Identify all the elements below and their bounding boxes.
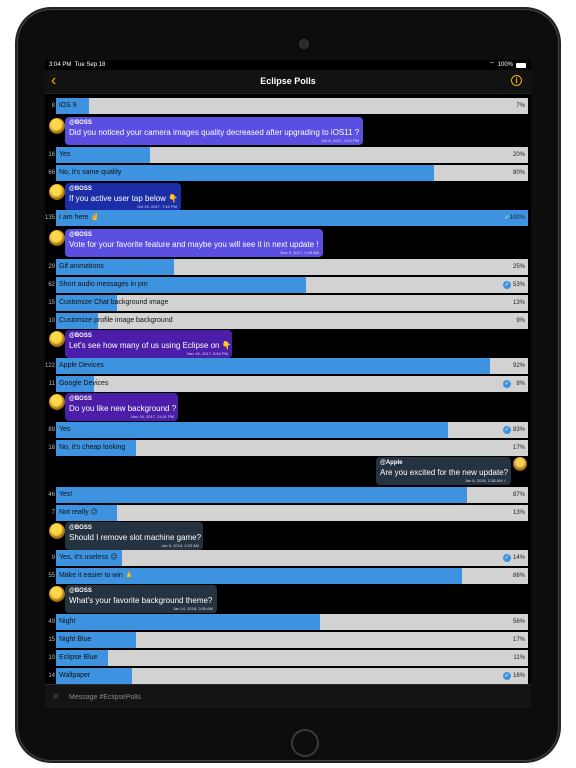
poll-bar-track xyxy=(56,668,528,684)
poll-option[interactable] xyxy=(45,165,531,181)
poll-option-label: Make it easier to win 🙏 xyxy=(59,572,134,579)
vote-count: 16 xyxy=(48,152,55,158)
poll-bar-track xyxy=(56,313,528,329)
poll-bar-track xyxy=(56,147,528,163)
poll-option-label: Yes xyxy=(59,151,71,158)
poll-option[interactable] xyxy=(45,668,531,684)
poll-bar-fill xyxy=(56,210,528,226)
front-camera xyxy=(300,40,308,48)
message-text: Vote for your favorite feature and maybe you will see it in next update ! xyxy=(69,240,319,249)
checkmark-icon: ✓ xyxy=(504,427,510,433)
poll-bar-track xyxy=(56,210,528,226)
poll-bar-track xyxy=(56,422,528,438)
poll-bar-fill xyxy=(56,614,320,630)
poll-option-label: Short audio messages in pm xyxy=(59,281,148,288)
avatar[interactable] xyxy=(49,331,65,347)
poll-bar-track xyxy=(56,259,528,275)
vote-count: 10 xyxy=(48,655,55,661)
message-bubble-outgoing[interactable] xyxy=(376,457,511,485)
poll-bar-track xyxy=(56,376,528,392)
poll-bar-fill xyxy=(56,422,448,438)
status-time: 3:04 PM xyxy=(49,62,72,68)
poll-bar-track xyxy=(56,165,528,181)
checkmark-icon: ✓ xyxy=(504,555,510,561)
poll-option[interactable] xyxy=(45,295,531,311)
poll-bar-fill xyxy=(56,358,490,374)
message-input-bar xyxy=(45,684,531,708)
message-sender[interactable]: @Apple xyxy=(380,460,403,466)
message-sender[interactable]: @BOSS xyxy=(69,120,92,126)
message-text: Did you noticed your camera images quality decreased after upgrading to iOS11 ? xyxy=(69,128,360,137)
poll-bar-track xyxy=(56,614,528,630)
poll-percent: 53% xyxy=(512,282,525,288)
message-sender[interactable]: @BOSS xyxy=(69,525,92,531)
info-icon[interactable]: i xyxy=(511,75,522,86)
poll-option[interactable] xyxy=(45,505,531,521)
avatar[interactable] xyxy=(49,118,65,134)
poll-percent: 17% xyxy=(512,637,525,643)
vote-count: 46 xyxy=(48,492,55,498)
message-sender[interactable]: @BOSS xyxy=(69,232,92,238)
app-screen xyxy=(45,60,531,708)
poll-option-label: Customize profile image background xyxy=(59,317,173,324)
poll-option-label: Gif animations xyxy=(59,263,104,270)
poll-bar-fill xyxy=(56,487,467,503)
message-sender[interactable]: @BOSS xyxy=(69,396,92,402)
poll-option[interactable] xyxy=(45,98,531,114)
poll-option-label: Night xyxy=(59,618,76,625)
status-bar xyxy=(45,60,531,70)
message-timestamp: Nov 5, 2017, 2:45 AM xyxy=(280,250,319,255)
poll-bar-track xyxy=(56,505,528,521)
vote-count: 7 xyxy=(51,510,55,516)
poll-option[interactable] xyxy=(45,277,531,293)
message-feed[interactable] xyxy=(45,94,531,684)
poll-percent: 86% xyxy=(512,573,525,579)
message-timestamp: Jan 14, 2018, 3:05 AM xyxy=(172,606,213,611)
status-time-date xyxy=(49,60,105,70)
message-text: Are you excited for the new update? xyxy=(380,468,509,477)
poll-option[interactable] xyxy=(45,614,531,630)
avatar[interactable] xyxy=(49,394,65,410)
poll-bar-track xyxy=(56,277,528,293)
vote-count: 10 xyxy=(48,318,55,324)
nav-bar xyxy=(45,70,531,94)
poll-bar-track xyxy=(56,98,528,114)
vote-count: 15 xyxy=(48,300,55,306)
message-bubble[interactable] xyxy=(65,585,217,613)
poll-option[interactable] xyxy=(45,376,531,392)
poll-percent: 25% xyxy=(512,264,525,270)
message-timestamp: Oct 19, 2017, 7:42 PM xyxy=(136,204,177,209)
page-title: Eclipse Polls xyxy=(260,76,316,86)
poll-percent: 14% xyxy=(512,555,525,561)
poll-option[interactable] xyxy=(45,422,531,438)
battery-icon xyxy=(516,63,526,68)
avatar[interactable] xyxy=(513,457,527,471)
vote-count: 62 xyxy=(48,282,55,288)
poll-option-label: Yes, it's useless 😑 xyxy=(59,554,118,561)
poll-percent: 87% xyxy=(512,492,525,498)
message-text: What's your favorite background theme? xyxy=(69,596,213,605)
poll-percent: 16% xyxy=(512,673,525,679)
poll-percent: 13% xyxy=(512,510,525,516)
vote-count: 11 xyxy=(48,381,55,387)
poll-percent: 100% xyxy=(509,215,525,221)
message-bubble[interactable] xyxy=(65,183,181,211)
poll-option-label: I am here ✌️ xyxy=(59,214,100,221)
poll-bar-track xyxy=(56,550,528,566)
poll-percent: 17% xyxy=(512,445,525,451)
poll-option-label: No, it's cheap looking xyxy=(59,444,126,451)
checkmark-icon: ✓ xyxy=(504,381,510,387)
message-timestamp: Nov 16, 2017, 8:54 PM xyxy=(187,351,228,356)
status-date: Tue Sep 18 xyxy=(74,62,106,68)
poll-percent: 7% xyxy=(516,103,525,109)
vote-count: 122 xyxy=(45,363,56,369)
message-timestamp: Oct 6, 2017, 4:02 PM xyxy=(321,138,359,143)
poll-percent: 9% xyxy=(516,318,525,324)
poll-percent: 8% xyxy=(516,381,525,387)
vote-count: 135 xyxy=(45,215,56,221)
message-text: If you active user tap below 👇 xyxy=(69,194,179,203)
poll-percent: 11% xyxy=(513,655,525,661)
vote-count: 66 xyxy=(48,170,55,176)
message-timestamp: Jan 5, 2018, 2:38 AM ✓ xyxy=(464,478,507,483)
message-bubble[interactable] xyxy=(65,330,232,358)
poll-bar-track xyxy=(56,487,528,503)
avatar[interactable] xyxy=(49,184,65,200)
vote-count: 55 xyxy=(48,573,55,579)
poll-option[interactable] xyxy=(45,487,531,503)
message-text: Do you like new background ? xyxy=(69,404,177,413)
poll-option-label: Customize Chat background image xyxy=(59,299,169,306)
poll-percent: 13% xyxy=(512,300,525,306)
message-sender[interactable]: @BOSS xyxy=(69,333,92,339)
message-bubble[interactable] xyxy=(65,117,363,145)
avatar[interactable] xyxy=(49,230,65,246)
poll-bar-track xyxy=(56,295,528,311)
message-bubble[interactable] xyxy=(65,229,323,257)
poll-bar-track xyxy=(56,358,528,374)
message-bubble[interactable] xyxy=(65,522,203,550)
checkmark-icon: ✓ xyxy=(504,282,510,288)
poll-option[interactable] xyxy=(45,568,531,584)
vote-count: 15 xyxy=(48,637,55,643)
poll-option-label: Google Devices xyxy=(59,380,109,387)
poll-option[interactable] xyxy=(45,358,531,374)
message-text: Should I remove slot machine game? xyxy=(69,533,202,542)
poll-option-label: Wallpaper xyxy=(59,672,91,679)
home-button[interactable] xyxy=(291,729,319,757)
poll-percent: 20% xyxy=(512,152,525,158)
vote-count: 14 xyxy=(48,673,55,679)
poll-percent: 80% xyxy=(512,170,525,176)
avatar[interactable] xyxy=(49,586,65,602)
poll-option[interactable] xyxy=(45,440,531,456)
poll-option[interactable] xyxy=(45,632,531,648)
poll-option-label: Yes xyxy=(59,426,71,433)
poll-option[interactable] xyxy=(45,650,531,666)
status-right xyxy=(489,60,526,70)
poll-option-label: Eclipse Blue xyxy=(59,654,98,661)
poll-bar-track xyxy=(56,632,528,648)
message-timestamp: Nov 16, 2017, 11:51 PM xyxy=(131,414,174,419)
message-sender[interactable]: @BOSS xyxy=(69,588,92,594)
poll-option-label: Not really 😕 xyxy=(59,509,98,516)
vote-count: 9 xyxy=(51,555,55,561)
vote-count: 18 xyxy=(48,445,55,451)
vote-count: 8 xyxy=(51,103,55,109)
poll-option-label: Night Blue xyxy=(59,636,92,643)
poll-option-label: Yes! xyxy=(59,491,73,498)
vote-count: 49 xyxy=(48,619,55,625)
battery-percent: 100% xyxy=(497,62,513,68)
checkmark-icon: ✓ xyxy=(504,673,510,679)
poll-bar-track xyxy=(56,440,528,456)
poll-option[interactable] xyxy=(45,210,531,226)
poll-bar-track xyxy=(56,650,528,666)
wifi-icon: ⌔ xyxy=(489,62,495,68)
poll-option[interactable] xyxy=(45,550,531,566)
message-input[interactable] xyxy=(69,689,509,705)
avatar[interactable] xyxy=(49,523,65,539)
poll-option-label: iOS 9 xyxy=(59,102,77,109)
chevron-left-icon[interactable]: ‹ xyxy=(51,72,57,89)
poll-option[interactable] xyxy=(45,147,531,163)
poll-option[interactable] xyxy=(45,313,531,329)
poll-option-label: No, it's same quality xyxy=(59,169,122,176)
vote-count: 89 xyxy=(48,427,55,433)
message-timestamp: Jan 8, 2018, 2:03 AM xyxy=(161,543,199,548)
poll-percent: 92% xyxy=(512,363,525,369)
poll-percent: 83% xyxy=(512,427,525,433)
paperclip-icon[interactable]: ⌕ xyxy=(53,690,60,702)
poll-bar-track xyxy=(56,568,528,584)
message-sender[interactable]: @BOSS xyxy=(69,186,92,192)
message-text: Let's see how many of us using Eclipse on 👇 xyxy=(69,341,232,350)
message-bubble[interactable] xyxy=(65,393,178,421)
poll-option-label: Apple Devices xyxy=(59,362,104,369)
poll-option[interactable] xyxy=(45,259,531,275)
poll-percent: 56% xyxy=(512,619,525,625)
vote-count: 29 xyxy=(48,264,55,270)
checkmark-icon: ✓ xyxy=(504,215,510,221)
